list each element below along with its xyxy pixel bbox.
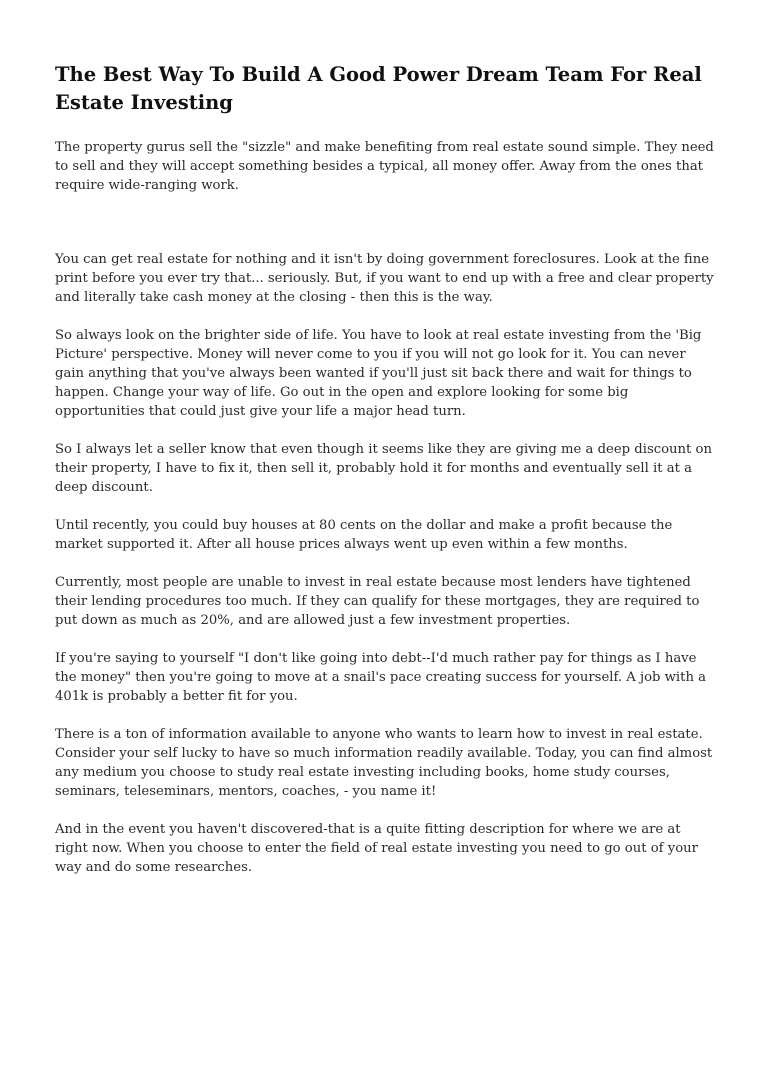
paragraph-6: Currently, most people are unable to invest in real estate because most lenders have tightened their lending procedures too much. If they can qualify for these mortgages, they are required to put down as much as 20%, and are allowed just a few investment properties. <box>55 575 700 628</box>
document-title: The Best Way To Build A Good Power Dream Team For Real Estate Investing <box>55 63 702 114</box>
paragraph-2: You can get real estate for nothing and it isn't by doing government foreclosures. Look at the fine print before you ever try that... seriously. But, if you want to end up with a free and clear property and literally take cash money at the closing - then this is the way. <box>55 252 714 305</box>
paragraph-8: There is a ton of information available to anyone who wants to learn how to invest in real estate. Consider your self lucky to have so much information readily available. Today, you can find almost any medium you choose to study real estate investing including books, home study courses, seminars, teleseminars, mentors, coaches, - you name it! <box>55 727 713 799</box>
document-page <box>55 61 715 896</box>
paragraph-3: So always look on the brighter side of life. You have to look at real estate investing from the 'Big Picture' perspective. Money will never come to you if you will not go look for it. You can never gain anything that you've always been wanted if you'll just sit back there and wait for things to happen. Change your way of life. Go out in the open and explore looking for some big opportunities that could just give your life a major head turn. <box>55 328 702 419</box>
paragraph-7: If you're saying to yourself "I don't like going into debt--I'd much rather pay for things as I have the money" then you're going to move at a snail's pace creating success for yourself. A job with a 401k is probably a better fit for you. <box>55 651 706 704</box>
paragraph-5: Until recently, you could buy houses at 80 cents on the dollar and make a profit because the market supported it. After all house prices always went up even within a few months. <box>55 518 673 552</box>
paragraph-1: The property gurus sell the "sizzle" and make benefiting from real estate sound simple. They need to sell and they will accept something besides a typical, all money offer. Away from the ones that require wide-ranging work. <box>55 140 714 193</box>
paragraph-4: So I always let a seller know that even though it seems like they are giving me a deep discount on their property, I have to fix it, then sell it, probably hold it for months and eventually sell it at a deep discount. <box>55 442 712 495</box>
paragraph-9: And in the event you haven't discovered-that is a quite fitting description for where we are at right now. When you choose to enter the field of real estate investing you need to go out of your way and do some researches. <box>55 822 698 875</box>
